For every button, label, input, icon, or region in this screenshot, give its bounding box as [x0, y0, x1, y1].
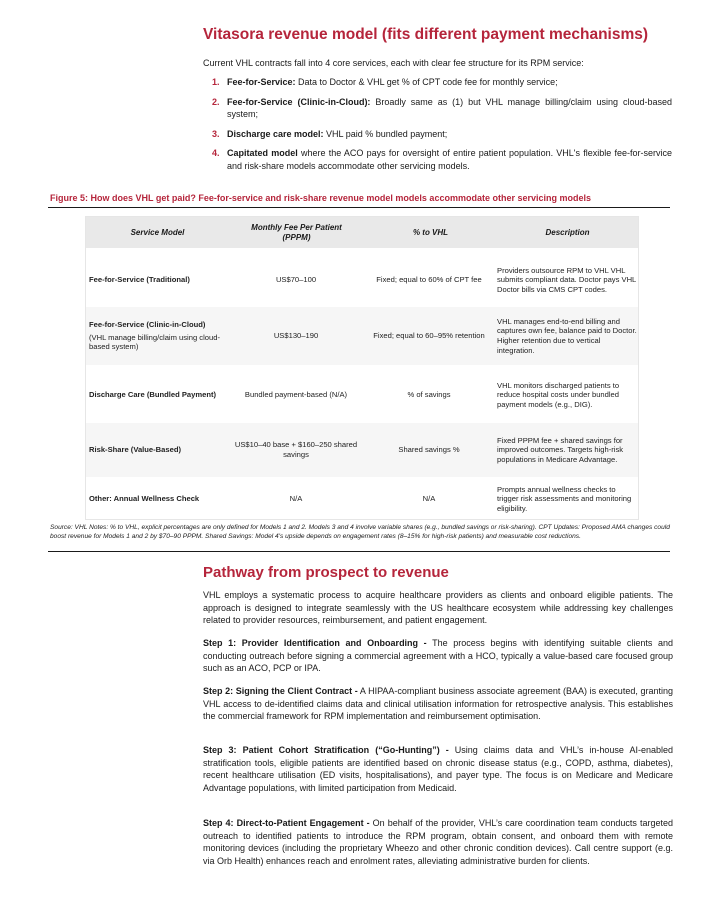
step-paragraph: Step 2: Signing the Client Contract - A HIPAA-compliant business associate agreement (BAA) is executed, granting VHL access to de-identified claims data and clinical utilisation information for retrospective analysis. This establishes the commercial framework for RPM implementation and reimbursement optimisation. — [203, 686, 673, 722]
step-heading: Step 1: Provider Identification and Onboarding - — [203, 638, 427, 648]
step-paragraph: Step 1: Provider Identification and Onboarding - The process begins with identifying suitable clients and conducting outreach before signing a commercial agreement with a HCO, typically a value-based care focused group such as an ACO, PCP or IPA. — [203, 638, 674, 674]
step-paragraph: Step 3: Patient Cohort Stratification (“Go-Hunting”) - Using claims data and VHL’s in-house AI-enabled stratification tools, eligible patients are identified based on chronic disease status (e.g., COPD, asthma, diabetes), recent healthcare utilisation (ED visits, hospitalisations), and payer type. The focus is on Medicare and Medicare Advantage populations, with limited participation from Medicaid. — [203, 745, 673, 793]
cell-service-model: Discharge Care (Bundled Payment) — [89, 390, 217, 400]
step-heading: Step 3: Patient Cohort Stratification (“Go-Hunting”) - — [203, 745, 449, 755]
cell-service-model: Fee-for-Service (Traditional) — [89, 275, 190, 285]
cell-description: VHL monitors discharged patients to reduce hospital costs under bundled payment models (e.g., DIG). — [497, 380, 620, 409]
list-item: 3. Discharge care model: VHL paid % bundled payment; — [212, 128, 448, 139]
section-title-revenue-model: Vitasora revenue model (fits different payment mechanisms) — [203, 26, 649, 43]
table-row — [86, 307, 638, 365]
header-service-model: Service Model — [130, 227, 185, 237]
table-row — [86, 481, 638, 517]
source-divider — [48, 551, 670, 552]
cell-monthly-fee: US$70–100 — [275, 275, 317, 285]
step-heading: Step 4: Direct-to-Patient Engagement - — [203, 818, 370, 828]
table-row — [86, 369, 638, 421]
cell-description: Fixed PPPM fee + shared savings for improved outcomes. Targets high-risk populations in Medicare Advantage. — [497, 435, 624, 464]
service-model-note: (VHL manage billing/claim using cloud-based system) — [89, 332, 220, 352]
cell-monthly-fee: Bundled payment-based (N/A) — [244, 390, 348, 400]
cell-description: VHL manages end-to-end billing and captures own fee, balance paid to Doctor. Higher retention due to vertical integration. — [497, 316, 637, 355]
cell-monthly-fee: N/A — [289, 494, 303, 504]
list-item: 4. Capitated model where the ACO pays for oversight of entire patient population. VHL's flexible fee-for-service and risk-share models accommodate other servicing models. — [212, 148, 672, 171]
pathway-intro: VHL employs a systematic process to acquire healthcare providers as clients and onboard eligible patients. The approach is designed to integrate seamlessly with the US healthcare ecosystem while addressing key challenges related to provider resources, reimbursement, and patient engagement. — [203, 590, 673, 626]
step-paragraph: Step 4: Direct-to-Patient Engagement - On behalf of the provider, VHL’s care coordination team conducts targeted outreach to identified patients to introduce the RPM program, obtain consent, and onboard them with remote monitoring devices (including the proprietary Wheezo and other chronic condition devices). Call centre support (e.g. via Orb Health) enhances reach and enrolment rates, alleviating administrative burden for clients. — [203, 818, 673, 866]
table-row — [86, 423, 638, 477]
list-item: 2. Fee-for-Service (Clinic-in-Cloud): Broadly same as (1) but VHL manage billing/claim using cloud-based system; — [212, 96, 672, 119]
figure-source-notes: Source: VHL Notes: % to VHL, explicit percentages are only defined for Models 1 and 2. Models 3 and 4 involve variable shares (e.g., bundled savings or risk-sharing). CPT Updates: Proposed AMA changes could boost revenue for Models 1 and 2 by $70–90 PPPM. Shared Savings: Model 4's upside depends on engagement rates (8–15% for high-risk patients) and measurable cost reductions. — [50, 524, 670, 541]
step-heading: Step 2: Signing the Client Contract - — [203, 686, 358, 696]
contract-type-list — [212, 76, 672, 179]
figure-caption: Figure 5: How does VHL get paid? Fee-for-service and risk-share revenue model models accommodate other servicing models — [50, 193, 591, 203]
cell-percent-to-vhl: % of savings — [407, 390, 451, 400]
cell-service-model: Risk-Share (Value-Based) — [89, 445, 182, 455]
table-row — [86, 254, 638, 306]
cell-percent-to-vhl: N/A — [422, 494, 436, 504]
cell-percent-to-vhl: Fixed; equal to 60–95% retention — [373, 331, 485, 341]
cell-percent-to-vhl: Shared savings % — [398, 445, 460, 455]
revenue-model-intro: Current VHL contracts fall into 4 core services, each with clear fee structure for its RPM service: — [203, 58, 584, 68]
header-description: Description — [545, 227, 590, 237]
header-percent-to-vhl: % to VHL — [412, 227, 449, 237]
header-monthly-fee: Monthly Fee Per Patient (PPPM) — [251, 222, 342, 242]
cell-description: Providers outsource RPM to VHL VHL submits compliant data. Doctor pays VHL Doctor bills via CMS CPT codes. — [497, 265, 636, 294]
service-model-name: Fee-for-Service (Clinic-in-Cloud) — [89, 320, 206, 330]
cell-service-model — [89, 307, 229, 365]
revenue-model-table — [85, 216, 639, 520]
table-header — [86, 217, 638, 248]
cell-service-model: Other: Annual Wellness Check — [89, 494, 200, 504]
cell-description: Prompts annual wellness checks to trigger risk assessments and monitoring eligibility. — [497, 484, 632, 513]
cell-monthly-fee: US$130–190 — [273, 331, 319, 341]
cell-monthly-fee: US$10–40 base + $160–250 shared savings — [234, 440, 358, 459]
cell-percent-to-vhl: Fixed; equal to 60% of CPT fee — [376, 275, 482, 285]
list-item: 1. Fee-for-Service: Data to Doctor & VHL get % of CPT code fee for monthly service; — [212, 77, 558, 87]
section-title-pathway: Pathway from prospect to revenue — [203, 564, 449, 581]
caption-divider — [48, 207, 670, 208]
